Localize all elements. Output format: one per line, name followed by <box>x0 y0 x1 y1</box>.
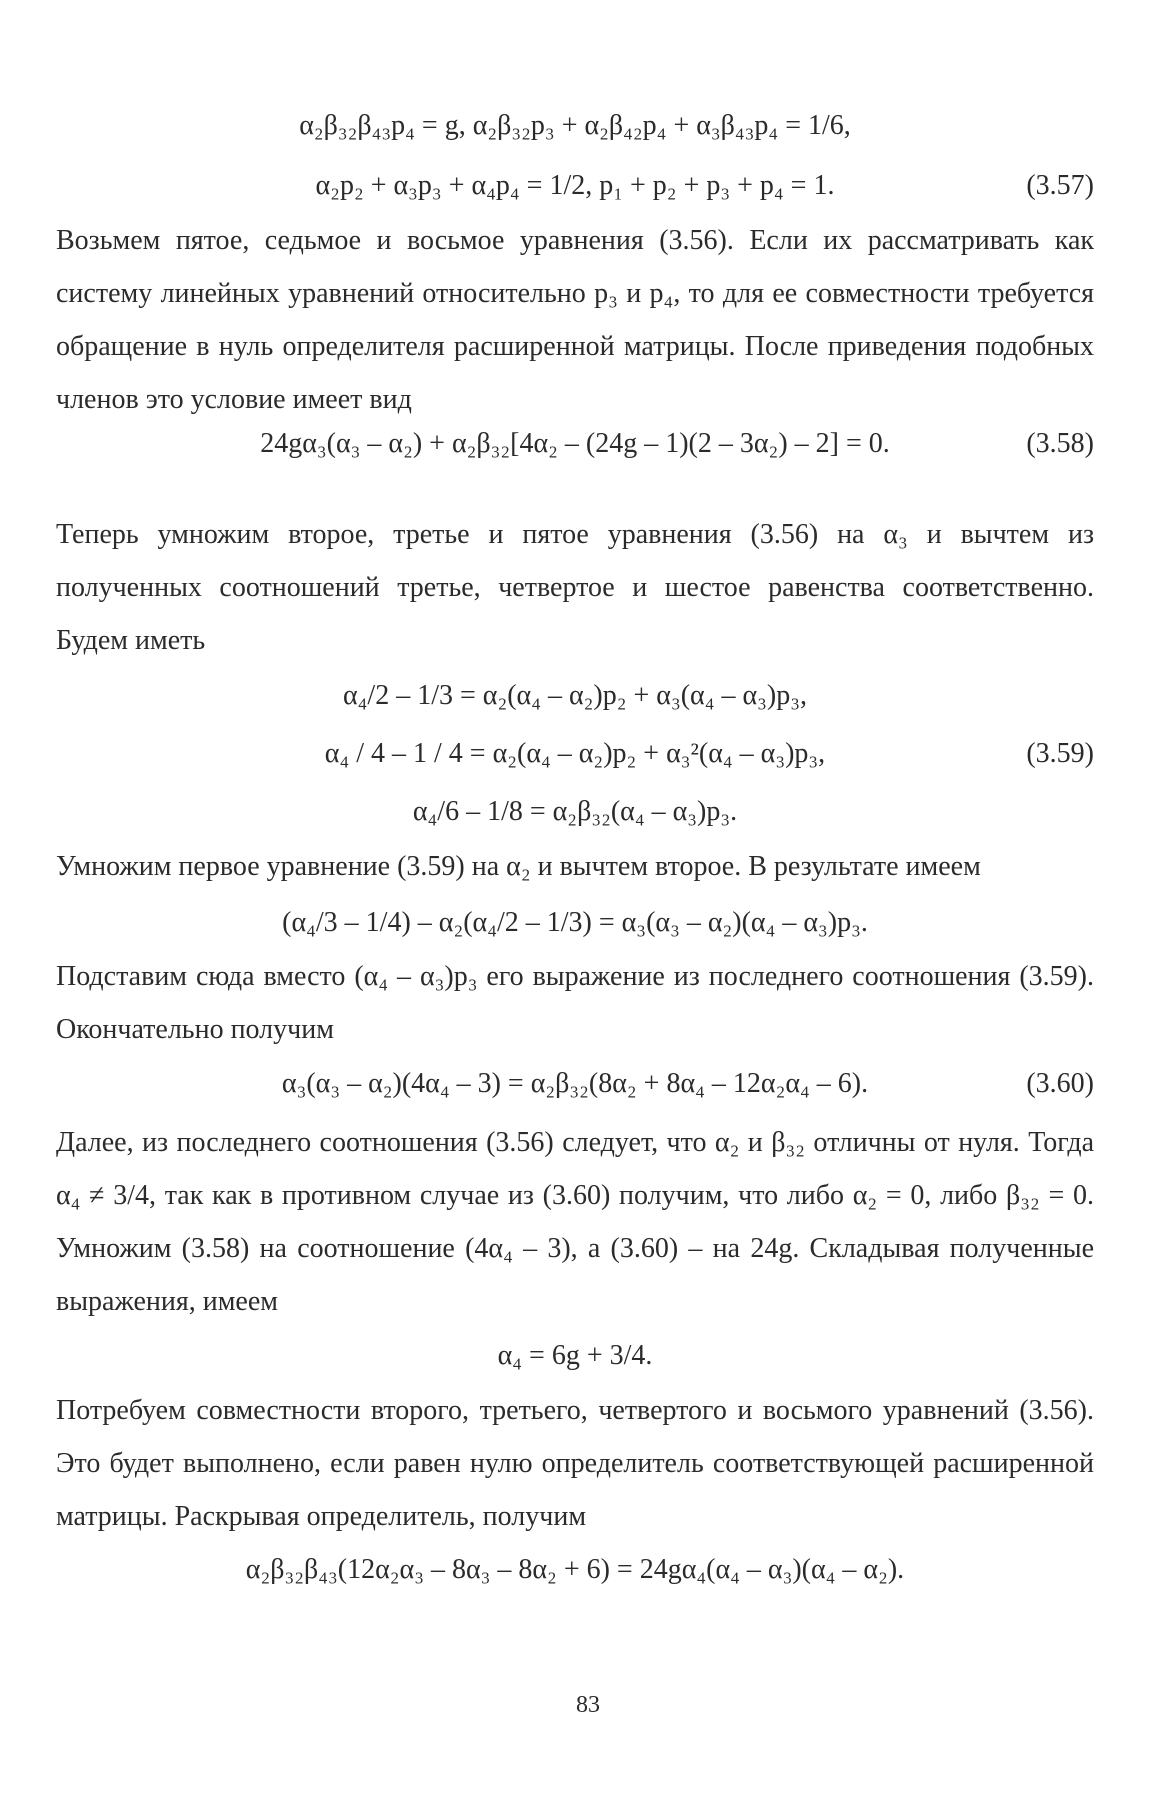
equation-3-59-line2: α₄ / 4 – 1 / 4 = α₂(α₄ – α₂)p₂ + α₃²(α₄ – α₃)p₃, <box>324 738 826 769</box>
equation-number-3-58: (3.58) <box>1026 428 1094 459</box>
equation-alpha4: α₄ = 6g + 3/4. <box>497 1340 653 1371</box>
equation-final: α₂β₃₂β₄₃(12α₂α₃ – 8α₃ – 8α₂ + 6) = 24gα₄(α₄ – α₃)(α₄ – α₂). <box>245 1554 905 1585</box>
paragraph-2: Теперь умножим второе, третье и пятое уравнения (3.56) на α₃ и вычтем из полученных соотношений третье, четвертое и шестое равенства соответственно. Будем иметь <box>56 519 1094 656</box>
equation-3-57-line1: α₂β₃₂β₄₃p₄ = g, α₂β₃₂p₃ + α₂β₄₂p₄ + α₃β₄₃p₄ = 1/6, <box>299 110 851 141</box>
paragraph-4: Подставим сюда вместо (α₄ – α₃)p₃ его выражение из последнего соотношения (3.59). Окончательно получим <box>56 961 1094 1045</box>
equation-3-60: α₃(α₃ – α₂)(4α₄ – 3) = α₂β₃₂(8α₂ + 8α₄ – 12α₂α₄ – 6). <box>281 1068 869 1099</box>
equation-number-3-59: (3.59) <box>1026 738 1094 769</box>
equation-number-3-57: (3.57) <box>1026 170 1094 201</box>
equation-3-59-line1: α₄/2 – 1/3 = α₂(α₄ – α₂)p₂ + α₃(α₄ – α₃)p₃, <box>343 680 807 711</box>
paragraph-1: Возьмем пятое, седьмое и восьмое уравнения (3.56). Если их рассматривать как систему линейных уравнений относительно p₃ и p₄, то для ее совместности требуется обращение в нуль определителя расширенной матрицы. После приведения подобных членов это условие имеет вид <box>56 225 1094 415</box>
page-number: 83 <box>576 1692 600 1718</box>
equation-3-59-line3: α₄/6 – 1/8 = α₂β₃₂(α₄ – α₃)p₃. <box>412 796 738 827</box>
paragraph-3: Умножим первое уравнение (3.59) на α₂ и вычтем второе. В результате имеем <box>56 851 981 882</box>
equation-number-3-60: (3.60) <box>1026 1068 1094 1099</box>
paragraph-6: Потребуем совместности второго, третьего, четвертого и восьмого уравнений (3.56). Это будет выполнено, если равен нулю определитель соответствующей расширенной матрицы. Раскрывая определитель, получим <box>56 1395 1094 1532</box>
equation-after-3-59: (α₄/3 – 1/4) – α₂(α₄/2 – 1/3) = α₃(α₃ – α₂)(α₄ – α₃)p₃. <box>282 907 868 938</box>
equation-3-57-line2: α₂p₂ + α₃p₃ + α₄p₄ = 1/2, p₁ + p₂ + p₃ + p₄ = 1. <box>315 170 835 201</box>
equation-3-58: 24gα₃(α₃ – α₂) + α₂β₃₂[4α₂ – (24g – 1)(2 – 3α₂) – 2] = 0. <box>260 428 890 459</box>
paragraph-5: Далее, из последнего соотношения (3.56) следует, что α₂ и β₃₂ отличны от нуля. Тогда α₄ ≠ 3/4, так как в противном случае из (3.60) получим, что либо α₂ = 0, либо β₃₂ = 0. Умножим (3.58) на соотношение (4α₄ – 3), а (3.60) – на 24g. Складывая полученные выражения, имеем <box>56 1127 1094 1317</box>
